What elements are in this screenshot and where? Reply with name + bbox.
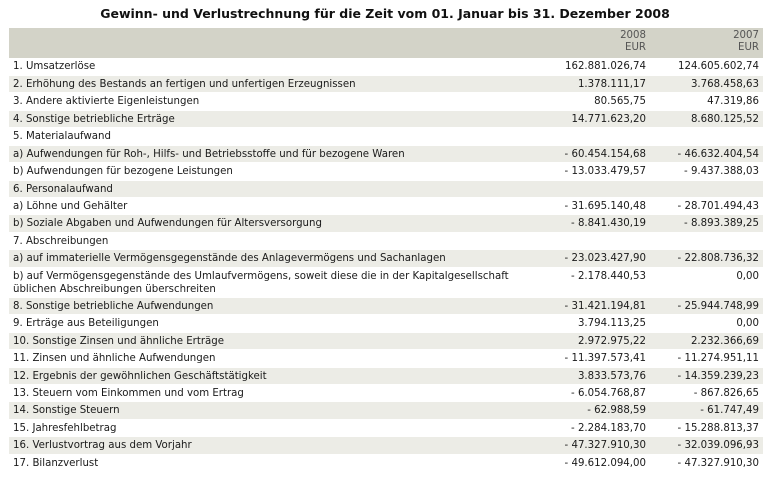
table-row xyxy=(9,93,763,110)
table-row xyxy=(9,350,763,367)
value-2008 xyxy=(537,128,650,145)
row-label: 1. Umsatzerlöse xyxy=(9,58,537,75)
value-2007: - 867.826,65 xyxy=(650,384,763,401)
table-row xyxy=(9,215,763,232)
row-label: 7. Abschreibungen xyxy=(9,232,537,249)
value-2008: - 6.054.768,87 xyxy=(537,384,650,401)
value-2007: 47.319,86 xyxy=(650,93,763,110)
table-row xyxy=(9,198,763,215)
value-2008: - 60.454.154,68 xyxy=(537,145,650,162)
value-2007 xyxy=(650,128,763,145)
value-2007: - 46.632.404,54 xyxy=(650,145,763,162)
value-2007: - 22.808.736,32 xyxy=(650,250,763,267)
column-header-2008 xyxy=(537,28,650,58)
value-2008: 162.881.026,74 xyxy=(537,58,650,75)
value-2008: - 23.023.427,90 xyxy=(537,250,650,267)
row-label: a) Aufwendungen für Roh-, Hilfs- und Betriebsstoffe und für bezogene Waren xyxy=(9,145,537,162)
table-row xyxy=(9,232,763,249)
row-label: 17. Bilanzverlust xyxy=(9,454,537,471)
row-label: 2. Erhöhung des Bestands an fertigen und unfertigen Erzeugnissen xyxy=(9,75,537,92)
value-2008: - 49.612.094,00 xyxy=(537,454,650,471)
table-row xyxy=(9,180,763,197)
value-2008 xyxy=(537,180,650,197)
value-2007 xyxy=(650,232,763,249)
row-label: 14. Sonstige Steuern xyxy=(9,402,537,419)
table-row xyxy=(9,419,763,436)
table-row xyxy=(9,110,763,127)
row-label: 6. Personalaufwand xyxy=(9,180,537,197)
value-2008: - 11.397.573,41 xyxy=(537,350,650,367)
value-2008: - 62.988,59 xyxy=(537,402,650,419)
row-label: 11. Zinsen und ähnliche Aufwendungen xyxy=(9,350,537,367)
table-row xyxy=(9,402,763,419)
value-2007: 8.680.125,52 xyxy=(650,110,763,127)
table-row xyxy=(9,128,763,145)
row-label: a) Löhne und Gehälter xyxy=(9,198,537,215)
value-2008: - 31.421.194,81 xyxy=(537,297,650,314)
value-2007: 3.768.458,63 xyxy=(650,75,763,92)
table-row xyxy=(9,267,763,297)
table-row xyxy=(9,163,763,180)
column-unit: EUR xyxy=(738,42,759,53)
row-label: 3. Andere aktivierte Eigenleistungen xyxy=(9,93,537,110)
value-2008: 2.972.975,22 xyxy=(537,332,650,349)
table-row xyxy=(9,75,763,92)
value-2008: - 13.033.479,57 xyxy=(537,163,650,180)
table-row xyxy=(9,332,763,349)
table-row xyxy=(9,437,763,454)
row-label: b) Aufwendungen für bezogene Leistungen xyxy=(9,163,537,180)
value-2007: - 61.747,49 xyxy=(650,402,763,419)
table-row xyxy=(9,250,763,267)
page-title: Gewinn- und Verlustrechnung für die Zeit vom 01. Januar bis 31. Dezember 2008 xyxy=(100,6,670,21)
value-2007: - 25.944.748,99 xyxy=(650,297,763,314)
label-column-header xyxy=(9,28,537,58)
income-statement-table xyxy=(9,28,763,472)
value-2007: 0,00 xyxy=(650,267,763,297)
value-2008: 14.771.623,20 xyxy=(537,110,650,127)
column-year: 2008 xyxy=(620,30,646,41)
value-2007: - 9.437.388,03 xyxy=(650,163,763,180)
value-2007: - 32.039.096,93 xyxy=(650,437,763,454)
table-row xyxy=(9,58,763,75)
value-2007: - 11.274.951,11 xyxy=(650,350,763,367)
row-label: 4. Sonstige betriebliche Erträge xyxy=(9,110,537,127)
row-label: 16. Verlustvortrag aus dem Vorjahr xyxy=(9,437,537,454)
value-2007: 2.232.366,69 xyxy=(650,332,763,349)
row-label: b) auf Vermögensgegenstände des Umlaufvermögens, soweit diese die in der Kapitalgesellschaft üblichen Abschreibungen überschreiten xyxy=(9,267,537,297)
value-2008: 3.833.573,76 xyxy=(537,367,650,384)
table-row xyxy=(9,297,763,314)
row-label: 15. Jahresfehlbetrag xyxy=(9,419,537,436)
value-2007: 0,00 xyxy=(650,315,763,332)
value-2008: - 2.284.183,70 xyxy=(537,419,650,436)
row-label: 8. Sonstige betriebliche Aufwendungen xyxy=(9,297,537,314)
row-label: 13. Steuern vom Einkommen und vom Ertrag xyxy=(9,384,537,401)
value-2007: - 8.893.389,25 xyxy=(650,215,763,232)
value-2008: 1.378.111,17 xyxy=(537,75,650,92)
value-2008 xyxy=(537,232,650,249)
column-year: 2007 xyxy=(733,30,759,41)
row-label: b) Soziale Abgaben und Aufwendungen für Altersversorgung xyxy=(9,215,537,232)
row-label: a) auf immaterielle Vermögensgegenstände des Anlagevermögens und Sachanlagen xyxy=(9,250,537,267)
column-header-2007 xyxy=(650,28,763,58)
value-2008: 3.794.113,25 xyxy=(537,315,650,332)
table-row xyxy=(9,315,763,332)
table-row xyxy=(9,145,763,162)
value-2008: - 2.178.440,53 xyxy=(537,267,650,297)
value-2008: - 47.327.910,30 xyxy=(537,437,650,454)
value-2008: - 31.695.140,48 xyxy=(537,198,650,215)
table-row xyxy=(9,384,763,401)
value-2007: 124.605.602,74 xyxy=(650,58,763,75)
value-2008: 80.565,75 xyxy=(537,93,650,110)
column-unit: EUR xyxy=(625,42,646,53)
value-2007: - 28.701.494,43 xyxy=(650,198,763,215)
table-row xyxy=(9,367,763,384)
value-2007: - 14.359.239,23 xyxy=(650,367,763,384)
value-2007: - 15.288.813,37 xyxy=(650,419,763,436)
table-body xyxy=(9,58,763,472)
row-label: 5. Materialaufwand xyxy=(9,128,537,145)
table-row xyxy=(9,454,763,471)
value-2007: - 47.327.910,30 xyxy=(650,454,763,471)
row-label: 9. Erträge aus Beteiligungen xyxy=(9,315,537,332)
value-2007 xyxy=(650,180,763,197)
value-2008: - 8.841.430,19 xyxy=(537,215,650,232)
row-label: 12. Ergebnis der gewöhnlichen Geschäftstätigkeit xyxy=(9,367,537,384)
row-label: 10. Sonstige Zinsen und ähnliche Erträge xyxy=(9,332,537,349)
table-header-row xyxy=(9,28,763,58)
